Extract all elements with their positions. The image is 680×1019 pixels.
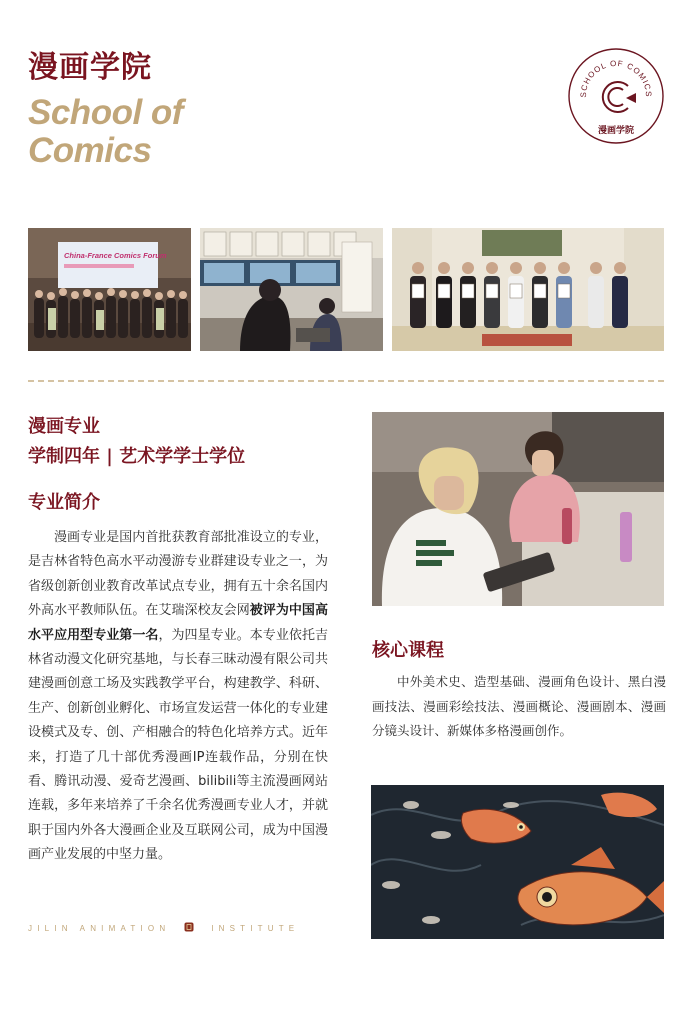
core-courses-text: 中外美术史、造型基础、漫画角色设计、黑白漫画技法、漫画彩绘技法、漫画概论、漫画剧本、漫画分镜头设计、新媒体多格漫画创作。 — [372, 674, 666, 738]
intro-heading: 专业简介 — [28, 492, 100, 513]
major-name: 漫画专业 — [28, 416, 100, 437]
page-title-en — [28, 94, 183, 170]
intro-text-part2: ，为四星专业。本专业依托吉林省动漫文化研究基地，与长春三昧动漫有限公司共建漫画创意工场及实践教学平台，构建教学、科研、生产、创新创业孵化、市场宣发运营一体化的专业建设模式及专、创、产相融合的特色化培养方式。近年来，打造了几十部优秀漫画IP连载作品，分别在快看、腾讯动漫、爱奇艺漫画、bilibili等主流漫画网站连载，多年来培养了千余名优秀漫画专业人才，并就职于国内外各大漫画企业及互联网公司，成为中国漫画产业发展的中坚力量。 — [28, 627, 328, 863]
students-drawing-photo — [372, 412, 664, 606]
core-courses-heading: 核心课程 — [372, 640, 444, 661]
school-logo — [566, 46, 666, 146]
intro-paragraph — [28, 526, 328, 868]
footer-left-text: JILIN ANIMATION — [28, 924, 171, 933]
koi-illustration — [371, 785, 664, 939]
core-courses-paragraph — [372, 670, 666, 744]
footer-right-text: INSTITUTE — [211, 924, 300, 933]
footer-brand — [28, 922, 328, 933]
page-title-en-line1: School of — [28, 93, 183, 132]
page-title-en-line2: Comics — [28, 131, 152, 170]
major-duration-degree: 学制四年 | 艺术学学士学位 — [28, 446, 246, 467]
section-divider — [28, 380, 664, 382]
institute-seal-icon — [184, 922, 194, 932]
exhibition-visit-photo — [200, 228, 383, 351]
forum-banner-caption: China-France Comics Forum — [64, 251, 167, 260]
svg-text:SCHOOL OF COMICS — [579, 59, 653, 98]
intro-text-part1: 漫画专业是国内首批获教育部批准设立的专业，是吉林省特色高水平动漫游专业群建设专业之一，为省级创新创业教育改革试点专业，拥有五十余名国内外高水平教师队伍。在艾瑞深校友会网 — [28, 530, 328, 619]
intro-bold-highlight: 被评为中国高水平应用型专业第一名 — [28, 603, 328, 643]
logo-cn-text: 漫画学院 — [597, 126, 635, 136]
forum-group-photo — [28, 228, 191, 351]
page-title-cn: 漫画学院 — [28, 50, 152, 85]
comics-c-monogram-icon — [603, 82, 636, 112]
award-ceremony-photo — [392, 228, 664, 351]
logo-ring-text: SCHOOL OF COMICS — [578, 58, 654, 98]
